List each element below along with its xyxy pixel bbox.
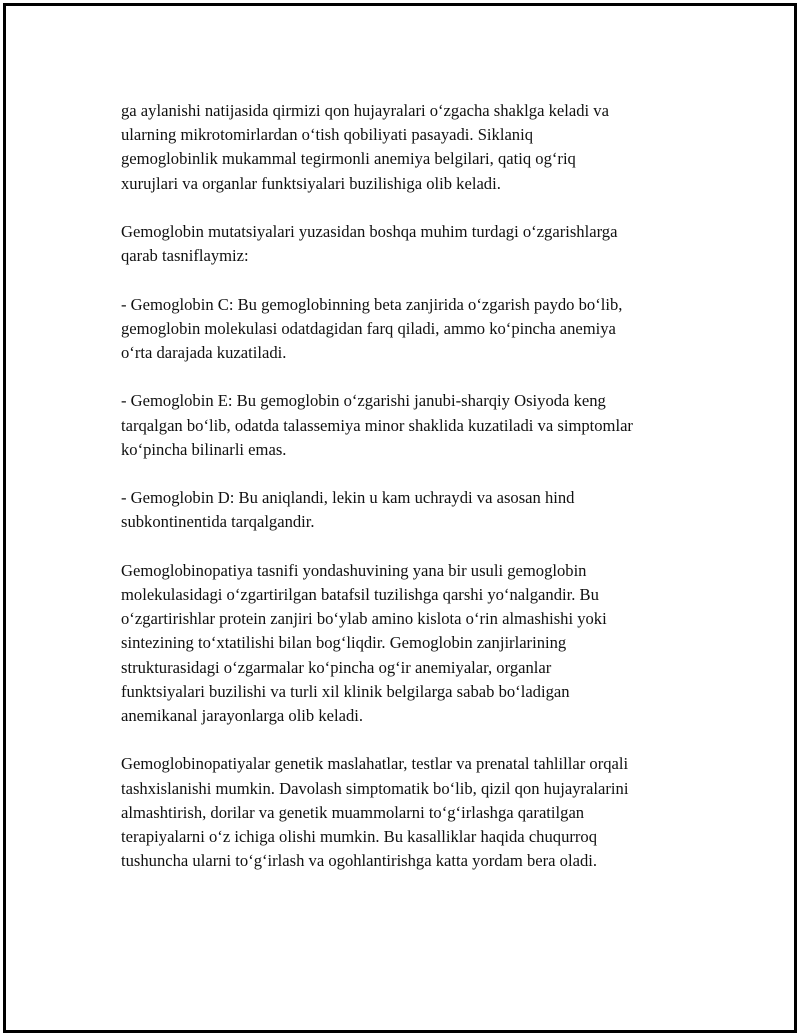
list-item-hemoglobin-d: - Gemoglobin D: Bu aniqlandi, lekin u kam uchraydi va asosan hind subkontinentida tarqalgandir. (121, 488, 575, 532)
paragraph-classification-approach: Gemoglobinopatiya tasnifi yondashuvining yana bir usuli gemoglobin molekulasidagi o‘zgartirilgan batafsil tuzilishga qarshi yo‘nalgandir. Bu o‘zgartirishlar protein zanjiri bo‘ylab amino kislota o‘rin almashishi yoki sintezining to‘xtatilishi bilan bog‘liqdir. Gemoglobin zanjirlarining strukturasidagi o‘zgarmalar ko‘pincha og‘ir anemiyalar, organlar funktsiyalari buzilishi va turli xil klinik belgilarga sabab bo‘ladigan anemikanal jarayonlarga olib keladi. (121, 560, 607, 725)
paragraph-diagnosis-treatment: Gemoglobinopatiyalar genetik maslahatlar, testlar va prenatal tahlillar orqali tashxislanishi mumkin. Davolash simptomatik bo‘lib, qizil qon hujayralarini almashtirish, dorilar va genetik muammolarni to‘g‘irlashga qaratilgan terapiyalarni o‘z ichiga olishi mumkin. Bu kasalliklar haqida chuqurroq tushuncha ularni to‘g‘irlash va ogohlantirishga katta yordam bera oladi. (121, 754, 629, 871)
paragraph-sickle-cell-continuation: ga aylanishi natijasida qirmizi qon hujayralari o‘zgacha shaklga keladi va ularning mikrotomirlardan o‘tish qobiliyati pasayadi. Siklaniq gemoglobinlik mukammal tegirmonli anemiya belgilari, qatiq og‘riq xurujlari va organlar funktsiyalari buzilishiga olib keladi. (121, 101, 609, 193)
list-item-hemoglobin-e: - Gemoglobin E: Bu gemoglobin o‘zgarishi janubi-sharqiy Osiyoda keng tarqalgan bo‘lib, odatda talassemiya minor shaklida kuzatiladi va simptomlar ko‘pincha bilinarli emas. (121, 391, 633, 459)
document-body (121, 99, 701, 898)
page-frame (3, 3, 797, 1033)
list-item-hemoglobin-c: - Gemoglobin C: Bu gemoglobinning beta zanjirida o‘zgarish paydo bo‘lib, gemoglobin molekulasi odatdagidan farq qiladi, ammo ko‘pincha anemiya o‘rta darajada kuzatiladi. (121, 294, 623, 362)
paragraph-mutation-intro: Gemoglobin mutatsiyalari yuzasidan boshqa muhim turdagi o‘zgarishlarga qarab tasniflaymiz: (121, 222, 618, 266)
